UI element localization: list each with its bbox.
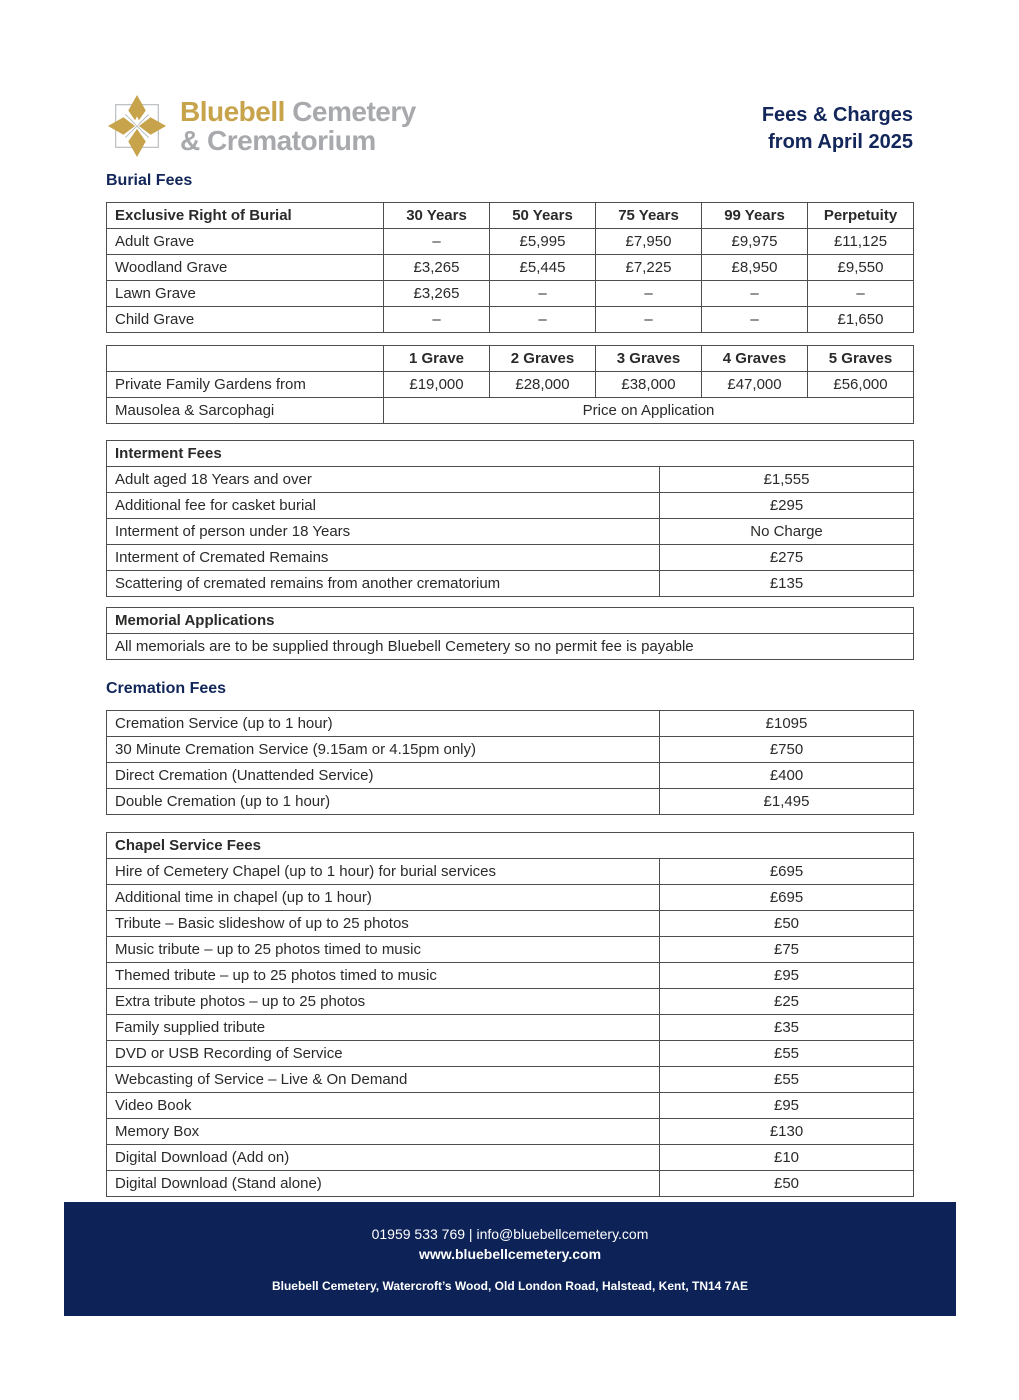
brand-name-gold: Bluebell — [180, 96, 285, 127]
table-header-row — [107, 203, 914, 229]
document-title-line2: from April 2025 — [768, 131, 913, 153]
fee-value: £5,445 — [490, 255, 596, 281]
chapel-service-fees-table — [106, 832, 914, 1197]
fee-label: Additional time in chapel (up to 1 hour) — [107, 885, 660, 911]
table-row — [107, 1067, 914, 1093]
fee-value: £55 — [660, 1067, 914, 1093]
fee-value: £38,000 — [596, 372, 702, 398]
table-row — [107, 467, 914, 493]
fee-value: £56,000 — [808, 372, 914, 398]
fee-value: £11,125 — [808, 229, 914, 255]
fee-value: £55 — [660, 1041, 914, 1067]
table-row — [107, 255, 914, 281]
fee-value: £47,000 — [702, 372, 808, 398]
table-row — [107, 937, 914, 963]
fee-value: £35 — [660, 1015, 914, 1041]
table-title: Memorial Applications — [107, 608, 914, 634]
fee-value: £3,265 — [384, 281, 490, 307]
table-row — [107, 859, 914, 885]
table-row — [107, 545, 914, 571]
fee-value: £3,265 — [384, 255, 490, 281]
footer-website: www.bluebellcemetery.com — [418, 1246, 602, 1262]
fee-value: £7,950 — [596, 229, 702, 255]
fee-value: £135 — [660, 571, 914, 597]
table-row — [107, 1015, 914, 1041]
fee-value: £8,950 — [702, 255, 808, 281]
fee-value: – — [808, 281, 914, 307]
table-row — [107, 911, 914, 937]
fee-value: £28,000 — [490, 372, 596, 398]
column-header: Exclusive Right of Burial — [107, 203, 384, 229]
table-header-row — [107, 441, 914, 467]
table-row — [107, 1041, 914, 1067]
fee-label: Digital Download (Stand alone) — [107, 1171, 660, 1197]
fee-label: Tribute – Basic slideshow of up to 25 photos — [107, 911, 660, 937]
table-row — [107, 1093, 914, 1119]
table-row — [107, 989, 914, 1015]
column-header: 30 Years — [384, 203, 490, 229]
table-title: Interment Fees — [107, 441, 914, 467]
table-row — [107, 1119, 914, 1145]
table-header-row — [107, 346, 914, 372]
column-header: Perpetuity — [808, 203, 914, 229]
fee-label: Private Family Gardens from — [107, 372, 384, 398]
fee-label: Family supplied tribute — [107, 1015, 660, 1041]
fee-value: £695 — [660, 885, 914, 911]
fee-value: – — [384, 229, 490, 255]
column-header: 3 Graves — [596, 346, 702, 372]
column-header: 5 Graves — [808, 346, 914, 372]
fee-value: £50 — [660, 911, 914, 937]
fee-label: Lawn Grave — [107, 281, 384, 307]
fee-label: Child Grave — [107, 307, 384, 333]
fee-value: £5,995 — [490, 229, 596, 255]
fee-label: DVD or USB Recording of Service — [107, 1041, 660, 1067]
table-row — [107, 711, 914, 737]
brand-wordmark — [180, 97, 416, 155]
fee-value: – — [384, 307, 490, 333]
fee-value: No Charge — [660, 519, 914, 545]
table-header-row — [107, 608, 914, 634]
brand-name-gray-1: Cemetery — [292, 96, 416, 127]
fee-label: Direct Cremation (Unattended Service) — [107, 763, 660, 789]
fee-value: £1095 — [660, 711, 914, 737]
column-header: 99 Years — [702, 203, 808, 229]
table-row — [107, 1145, 914, 1171]
memorial-applications-table — [106, 607, 914, 660]
fee-label: Webcasting of Service – Live & On Demand — [107, 1067, 660, 1093]
fee-value: £95 — [660, 963, 914, 989]
cremation-fees-table — [106, 710, 914, 815]
fee-value: £295 — [660, 493, 914, 519]
table-row — [107, 789, 914, 815]
table-row — [107, 519, 914, 545]
brand-name-gray-2: & Crematorium — [180, 125, 376, 156]
brand-logo — [106, 93, 416, 159]
fee-value: – — [702, 307, 808, 333]
table-row — [107, 571, 914, 597]
fee-value: – — [702, 281, 808, 307]
fee-label: Double Cremation (up to 1 hour) — [107, 789, 660, 815]
document-title-line1: Fees & Charges — [761, 104, 913, 126]
fee-label: Digital Download (Add on) — [107, 1145, 660, 1171]
column-header: 1 Grave — [384, 346, 490, 372]
fee-value: £275 — [660, 545, 914, 571]
fee-value: – — [596, 281, 702, 307]
table-row — [107, 307, 914, 333]
fee-label: Woodland Grave — [107, 255, 384, 281]
table-title: Chapel Service Fees — [107, 833, 914, 859]
fee-value: £25 — [660, 989, 914, 1015]
fee-label: Extra tribute photos – up to 25 photos — [107, 989, 660, 1015]
memorial-note: All memorials are to be supplied through Bluebell Cemetery so no permit fee is payable — [107, 634, 914, 660]
table-row — [107, 1171, 914, 1197]
cremation-fees-heading: Cremation Fees — [106, 680, 227, 697]
fee-value: £9,550 — [808, 255, 914, 281]
fee-label: Memory Box — [107, 1119, 660, 1145]
table-row — [107, 281, 914, 307]
table-row — [107, 372, 914, 398]
fee-value: £19,000 — [384, 372, 490, 398]
fee-label: Adult Grave — [107, 229, 384, 255]
empty-cell — [107, 346, 384, 372]
gold-flower-logo-icon — [106, 93, 168, 159]
footer-address: Bluebell Cemetery, Watercroft’s Wood, Old London Road, Halstead, Kent, TN14 7AE — [271, 1279, 749, 1293]
table-row — [107, 885, 914, 911]
table-header-row — [107, 833, 914, 859]
fee-value: £400 — [660, 763, 914, 789]
fee-label: Mausolea & Sarcophagi — [107, 398, 384, 424]
fee-value: – — [490, 281, 596, 307]
column-header: 4 Graves — [702, 346, 808, 372]
fee-value: £130 — [660, 1119, 914, 1145]
fee-value: – — [490, 307, 596, 333]
fee-label: Themed tribute – up to 25 photos timed to music — [107, 963, 660, 989]
column-header: 75 Years — [596, 203, 702, 229]
fee-value: Price on Application — [384, 398, 914, 424]
fee-label: Scattering of cremated remains from another crematorium — [107, 571, 660, 597]
private-family-gardens-table — [106, 345, 914, 424]
fee-value: £750 — [660, 737, 914, 763]
fee-value: £9,975 — [702, 229, 808, 255]
fee-value: £695 — [660, 859, 914, 885]
fee-label: Interment of person under 18 Years — [107, 519, 660, 545]
column-header: 2 Graves — [490, 346, 596, 372]
fee-label: Adult aged 18 Years and over — [107, 467, 660, 493]
fee-value: £75 — [660, 937, 914, 963]
table-row — [107, 963, 914, 989]
burial-fees-heading: Burial Fees — [106, 172, 193, 189]
table-row — [107, 229, 914, 255]
footer-contact: 01959 533 769 | info@bluebellcemetery.com — [371, 1226, 649, 1242]
exclusive-right-of-burial-table — [106, 202, 914, 333]
fee-value: £1,555 — [660, 467, 914, 493]
footer-banner — [64, 1202, 956, 1316]
fee-label: Cremation Service (up to 1 hour) — [107, 711, 660, 737]
fee-label: Interment of Cremated Remains — [107, 545, 660, 571]
fee-value: £1,495 — [660, 789, 914, 815]
fee-value: £95 — [660, 1093, 914, 1119]
fee-label: Video Book — [107, 1093, 660, 1119]
table-row — [107, 493, 914, 519]
table-row — [107, 763, 914, 789]
fee-value: £50 — [660, 1171, 914, 1197]
fee-value: – — [596, 307, 702, 333]
table-row — [107, 737, 914, 763]
fee-value: £1,650 — [808, 307, 914, 333]
fee-label: Additional fee for casket burial — [107, 493, 660, 519]
fee-value: £7,225 — [596, 255, 702, 281]
column-header: 50 Years — [490, 203, 596, 229]
interment-fees-table — [106, 440, 914, 597]
fee-label: Hire of Cemetery Chapel (up to 1 hour) for burial services — [107, 859, 660, 885]
table-row — [107, 398, 914, 424]
table-row — [107, 634, 914, 660]
fee-label: Music tribute – up to 25 photos timed to music — [107, 937, 660, 963]
fee-value: £10 — [660, 1145, 914, 1171]
fee-label: 30 Minute Cremation Service (9.15am or 4.15pm only) — [107, 737, 660, 763]
document-title — [762, 102, 913, 156]
